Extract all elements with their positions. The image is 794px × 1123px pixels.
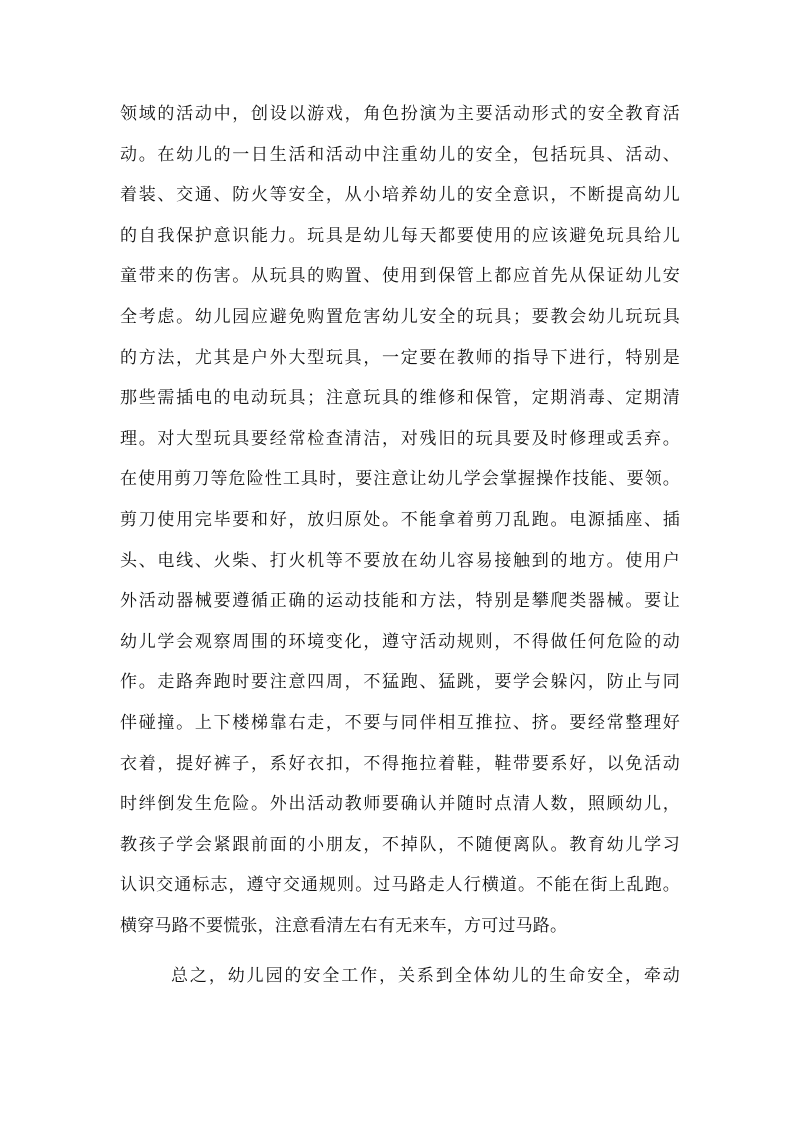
paragraph-start-line: 总之，幼儿园的安全工作，关系到全体幼儿的生命安全，牵动 — [171, 966, 680, 987]
text-line: 教孩子学会紧跟前面的小朋友，不掉队，不随便离队。教育幼儿学习 — [120, 834, 680, 855]
text-line: 时绊倒发生危险。外出活动教师要确认并随时点清人数，照顾幼儿， — [120, 794, 680, 815]
text-line: 认识交通标志，遵守交通规则。过马路走人行横道。不能在街上乱跑。 — [120, 875, 680, 896]
text-line: 衣着，提好裤子，系好衣扣，不得拖拉着鞋，鞋带要系好，以免活动 — [120, 753, 680, 774]
text-line: 领域的活动中，创设以游戏，角色扮演为主要活动形式的安全教育活 — [120, 104, 680, 124]
text-line: 头、电线、火柴、打火机等不要放在幼儿容易接触到的地方。使用户 — [120, 550, 680, 571]
text-line: 伴碰撞。上下楼梯靠右走，不要与同伴相互推拉、挤。要经常整理好 — [120, 712, 680, 733]
text-line: 作。走路奔跑时要注意四周，不猛跑、猛跳，要学会躲闪，防止与同 — [120, 672, 680, 693]
text-line: 童带来的伤害。从玩具的购置、使用到保管上都应首先从保证幼儿安 — [120, 266, 680, 287]
text-line: 动。在幼儿的一日生活和活动中注重幼儿的安全，包括玩具、活动、 — [120, 144, 680, 165]
text-line: 幼儿学会观察周围的环境变化，遵守活动规则，不得做任何危险的动 — [120, 631, 680, 652]
body-text — [120, 94, 680, 997]
paragraph-gap — [120, 946, 680, 956]
text-line: 那些需插电的电动玩具；注意玩具的维修和保管，定期消毒、定期清 — [120, 388, 680, 409]
text-line: 的方法，尤其是户外大型玩具，一定要在教师的指导下进行，特别是 — [120, 347, 680, 368]
text-line: 理。对大型玩具要经常检查清洁，对残旧的玩具要及时修理或丢弃。 — [120, 428, 680, 449]
text-line: 在使用剪刀等危险性工具时，要注意让幼儿学会掌握操作技能、要领。 — [120, 469, 680, 490]
text-line: 剪刀使用完毕要和好，放归原处。不能拿着剪刀乱跑。电源插座、插 — [120, 509, 680, 530]
text-line: 外活动器械要遵循正确的运动技能和方法，特别是攀爬类器械。要让 — [120, 591, 680, 612]
text-line: 着装、交通、防火等安全，从小培养幼儿的安全意识，不断提高幼儿 — [120, 185, 680, 206]
text-line: 全考虑。幼儿园应避免购置危害幼儿安全的玩具；要教会幼儿玩玩具 — [120, 306, 680, 327]
text-line: 横穿马路不要慌张，注意看清左右有无来车，方可过马路。 — [120, 915, 568, 936]
text-line: 的自我保护意识能力。玩具是幼儿每天都要使用的应该避免玩具给儿 — [120, 225, 680, 246]
